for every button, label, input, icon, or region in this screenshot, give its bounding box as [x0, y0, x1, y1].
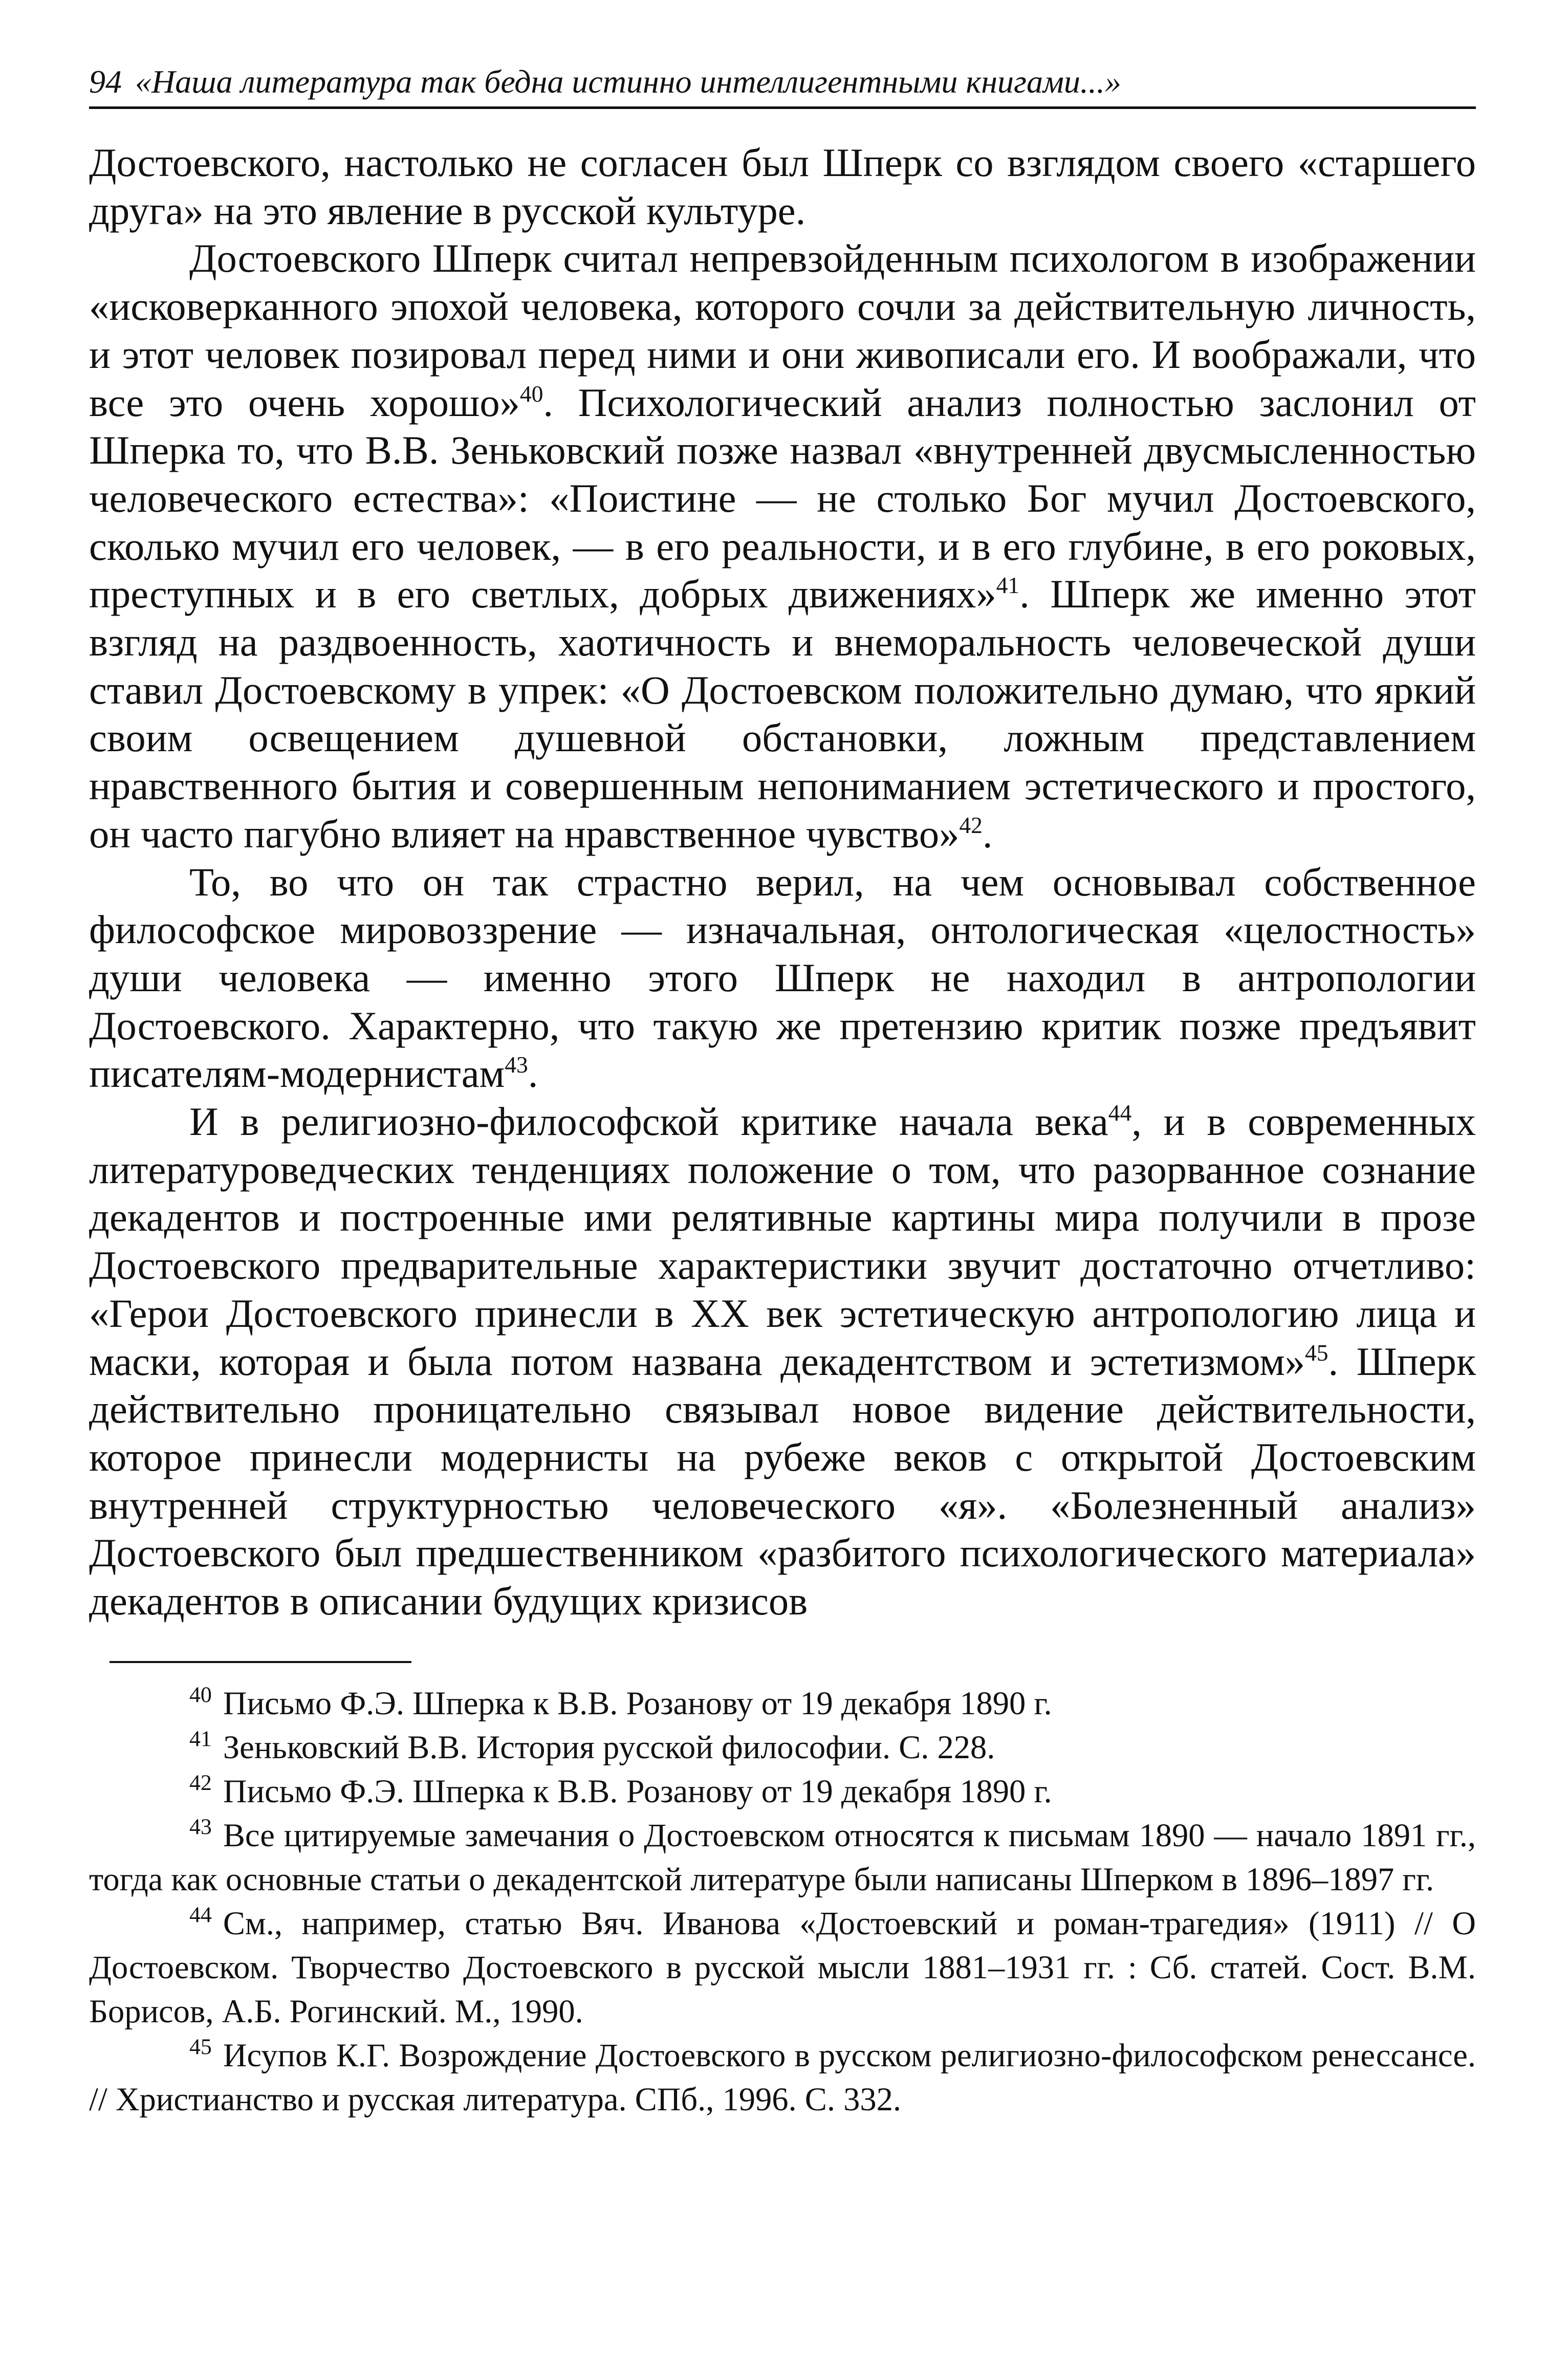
book-page: [89, 61, 1476, 2122]
footnote-44: [89, 1902, 1476, 2034]
paragraph-3: [89, 858, 1476, 1098]
paragraph-text: То, во что он так страстно верил, на чем основывал собственное философское мировоззрение — изначальная, онтологическая «целостность» души человека — именно этого Шперк не находил в антропологии Достоевского. Характерно, что такую же претензию критик позже предъявит писателям-модернистам: [89, 859, 1476, 1096]
footnote-ref-40[interactable]: 40: [519, 380, 543, 407]
footnote-ref-42[interactable]: 42: [959, 812, 983, 838]
footnote-text: Исупов К.Г. Возрождение Достоевского в русском религиозно-философском ренессансе. // Христианство и русская литература. СПб., 1996. С. 332.: [89, 2037, 1476, 2117]
paragraph-1: [89, 139, 1476, 234]
page-number: 94: [89, 63, 122, 100]
footnote-45: [89, 2034, 1476, 2122]
running-header: [89, 61, 1476, 109]
paragraph-2: [89, 234, 1476, 858]
paragraph-text: И в религиозно-философской критике начала века: [189, 1099, 1108, 1144]
paragraph-4: [89, 1098, 1476, 1625]
paragraph-text: .: [982, 811, 993, 856]
footnote-number: 45: [189, 2034, 212, 2059]
paragraph-text: , и в современных литературоведческих тенденциях положение о том, что разорванное сознание декадентов и построенные ими релятивные картины мира получили в прозе Достоевского предварительные характеристики звучит достаточно отчетливо: «Герои Достоевского принесли в XX век эстетическую антропологию лица и маски, которая и была потом названа декадентством и эстетизмом»: [89, 1099, 1476, 1384]
footnote-ref-45[interactable]: 45: [1305, 1339, 1329, 1366]
paragraph-text: . Шперк действительно проницательно связывал новое видение действительности, которое принесли модернисты на рубеже веков с открытой Достоевским внутренней структурностью человеческого «я». «Болезненный анализ» Достоевского был предшественником «разбитого психологического материала» декадентов в описании будущих кризисов: [89, 1339, 1476, 1624]
footnote-43: [89, 1813, 1476, 1902]
footnote-number: 41: [189, 1726, 212, 1751]
footnote-number: 40: [189, 1682, 212, 1707]
footnote-text: Письмо Ф.Э. Шперка к В.В. Розанову от 19 декабря 1890 г.: [223, 1773, 1052, 1809]
footnote-40: [89, 1681, 1476, 1725]
paragraph-text: .: [528, 1051, 538, 1096]
footnote-ref-41[interactable]: 41: [996, 572, 1020, 599]
footnote-text: Письмо Ф.Э. Шперка к В.В. Розанову от 19 декабря 1890 г.: [223, 1685, 1052, 1721]
footnote-number: 44: [189, 1902, 212, 1927]
paragraph-text: . Шперк же именно этот взгляд на раздвоенность, хаотичность и внеморальность человеческой души ставил Достоевскому в упрек: «О Достоевском положительно думаю, что яркий своим освещением душевной обстановки, ложным представлением нравственного бытия и совершенным непониманием эстетического и простого, он часто пагубно влияет на нравственное чувство»: [89, 572, 1476, 856]
main-text: [89, 139, 1476, 1625]
footnote-41: [89, 1725, 1476, 1769]
footnote-42: [89, 1769, 1476, 1813]
footnote-ref-43[interactable]: 43: [505, 1052, 528, 1078]
paragraph-text: Достоевского, настолько не согласен был Шперк со взглядом своего «старшего друга» на это явление в русской культуре.: [89, 140, 1476, 233]
paragraph-text: Достоевского Шперк считал непревзойденным психологом в изображении «исковерканного эпохой человека, которого сочли за действительную личность, и этот человек позировал перед ними и они живописали его. И воображали, что все это очень хорошо»: [89, 236, 1476, 425]
footnote-divider: [110, 1661, 411, 1663]
footnote-number: 42: [189, 1770, 212, 1795]
footnotes: [89, 1681, 1476, 2122]
footnote-text: Все цитируемые замечания о Достоевском относятся к письмам 1890 — начало 1891 гг., тогда как основные статьи о декадентской литературе были написаны Шперком в 1896–1897 гг.: [89, 1817, 1476, 1897]
footnote-number: 43: [189, 1814, 212, 1839]
footnote-ref-44[interactable]: 44: [1108, 1099, 1132, 1126]
running-title: «Наша литература так бедна истинно интеллигентными книгами...»: [135, 63, 1121, 100]
paragraph-text: . Психологический анализ полностью заслонил от Шперка то, что В.В. Зеньковский позже назвал «внутренней двусмысленностью человеческого естества»: «Поистине — не столько Бог мучил Достоевского, сколько мучил его человек, — в его реальности, и в его глубине, в его роковых, преступных и в его светлых, добрых движениях»: [89, 380, 1476, 617]
footnote-text: См., например, статью Вяч. Иванова «Достоевский и роман-трагедия» (1911) // О Достоевском. Творчество Достоевского в русской мысли 1881–1931 гг. : Сб. статей. Сост. В.М. Борисов, А.Б. Рогинский. М., 1990.: [89, 1905, 1476, 2029]
footnote-text: Зеньковский В.В. История русской философии. С. 228.: [223, 1729, 995, 1765]
